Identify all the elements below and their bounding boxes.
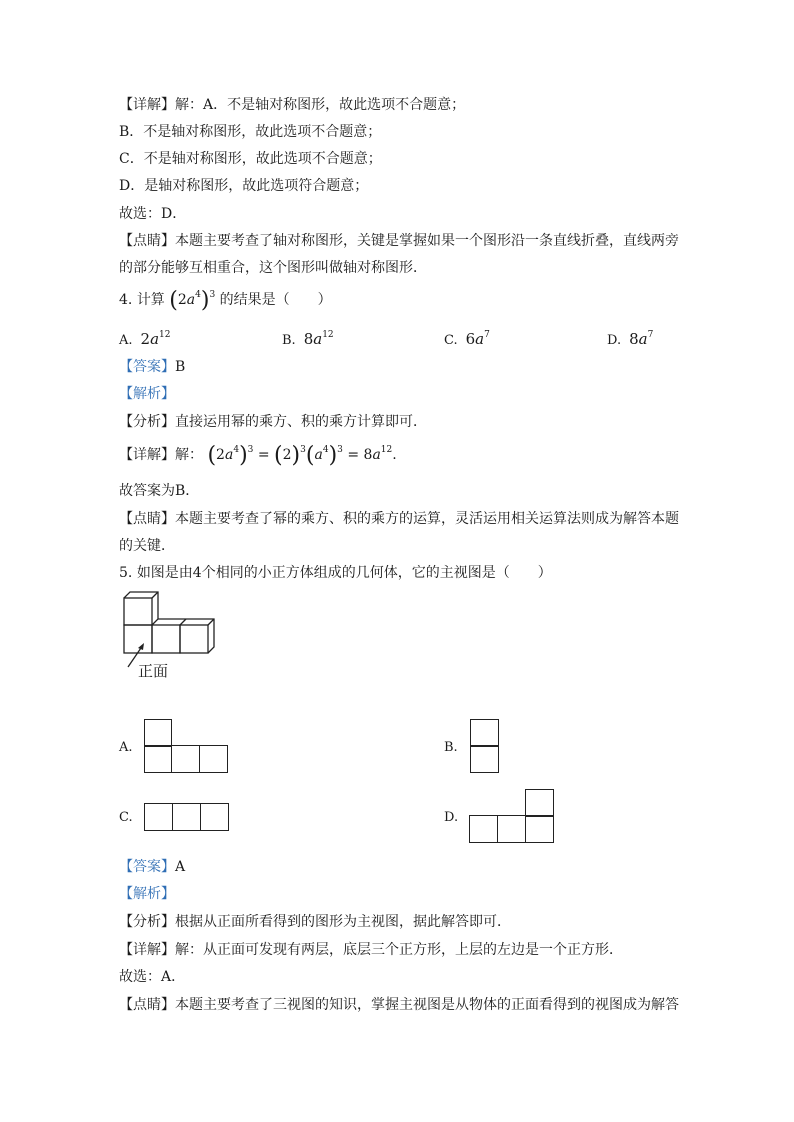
- q4-comment1: 本题主要考查了幂的乘方、积的乘方的运算，灵活运用相关运算法则成为解答本题: [175, 511, 679, 527]
- q5-choose: 故选：A．: [119, 969, 186, 985]
- q5-option-c-letter: C.: [119, 810, 133, 825]
- detail-prefix: 解：: [175, 447, 203, 463]
- option-letter: A.: [119, 333, 133, 348]
- analyze-text: 根据从正面所看得到的图形为主视图，据此解答即可．: [175, 914, 511, 930]
- option-exp: 12: [322, 330, 334, 340]
- square: [171, 745, 200, 773]
- q4-stem-suffix: 的结果是（ ）: [219, 292, 332, 308]
- option-letter: D.: [607, 333, 622, 348]
- option-value: [304, 330, 334, 348]
- option-coef: 6: [465, 330, 476, 348]
- q5-option-d-letter: D.: [444, 810, 459, 825]
- q4-analyze: [119, 413, 427, 431]
- q3-detail-a: 解：A．不是轴对称图形，故此选项不合题意；: [175, 97, 466, 113]
- q5-number: 5.: [119, 565, 133, 581]
- comment-tag: 【点睛】: [119, 511, 175, 527]
- q5-answer: [119, 858, 185, 876]
- q4-comment-line1: [119, 510, 679, 528]
- q3-detail-b: B．不是轴对称图形，故此选项不合题意；: [119, 124, 382, 140]
- option-coef: 2: [140, 330, 151, 348]
- analyze-text: 直接运用幂的乘方、积的乘方计算即可．: [175, 414, 427, 430]
- answer-tag: 【答案】: [119, 859, 175, 875]
- q4-choose: 故答案为B．: [119, 483, 200, 499]
- q4-stem-prefix: 计算: [136, 292, 165, 308]
- cube-edge: [180, 619, 186, 625]
- q5-stem-text: 如图是由4个相同的小正方体组成的几何体，它的主视图是（ ）: [136, 565, 552, 581]
- cube-edge: [152, 592, 158, 598]
- option-letter: C.: [444, 333, 458, 348]
- square: [144, 719, 172, 747]
- q4-detail: [119, 443, 397, 468]
- square: [525, 815, 554, 843]
- analyze-tag: 【分析】: [119, 914, 175, 930]
- answer-value: B: [175, 359, 186, 375]
- square: [199, 745, 228, 773]
- option-coef: 8: [629, 330, 639, 348]
- q5-stem: [119, 564, 552, 582]
- q5-option-b-figure: [470, 719, 500, 773]
- answer-value: A: [175, 859, 186, 875]
- comment-tag: 【点睛】: [119, 233, 175, 249]
- q4-option-b: [282, 330, 334, 350]
- detail-tag: 【详解】: [119, 942, 175, 958]
- q3-choose: 故选：D．: [119, 206, 187, 222]
- q4-option-c: [444, 330, 490, 350]
- option-value: [629, 330, 653, 348]
- q4-option-d: [607, 330, 653, 350]
- cube-front-face: [124, 598, 152, 625]
- q4-comment-line2: 的关键．: [119, 538, 175, 554]
- option-letter: B.: [282, 333, 296, 348]
- option-var: a: [475, 330, 485, 348]
- detail-tag: 【详解】: [119, 97, 175, 113]
- q4-option-a: [119, 330, 170, 350]
- q5-option-d-figure: [469, 789, 555, 843]
- q5-option-c-figure: [144, 803, 230, 831]
- square: [172, 803, 201, 831]
- option-coef: 8: [303, 330, 314, 348]
- option-value: [466, 330, 490, 348]
- option-exp: 7: [484, 330, 490, 340]
- q4-analysis-tag: 【解析】: [119, 386, 175, 402]
- comment-tag: 【点睛】: [119, 997, 175, 1013]
- detail-text: 解：从正面可发现有两层，底层三个正方形，上层的左边是一个正方形．: [175, 942, 623, 958]
- q3-comment-line1: [119, 232, 679, 250]
- cube-front-face: [152, 625, 180, 653]
- square: [470, 745, 499, 773]
- cube-edge: [208, 619, 214, 625]
- square: [469, 815, 498, 843]
- square: [497, 815, 526, 843]
- answer-tag: 【答案】: [119, 359, 175, 375]
- q3-detail-d: D．是轴对称图形，故此选项符合题意；: [119, 178, 369, 194]
- q4-number: 4.: [119, 292, 133, 308]
- square: [200, 803, 229, 831]
- square: [144, 803, 173, 831]
- front-label: 正面: [138, 662, 169, 680]
- front-arrow-head: [138, 643, 144, 650]
- option-value: [141, 330, 171, 348]
- q5-analysis-tag: 【解析】: [119, 886, 175, 902]
- q4-answer: [119, 358, 185, 376]
- q5-option-a-letter: A.: [119, 740, 133, 755]
- option-exp: 7: [647, 330, 654, 340]
- q5-analyze: [119, 913, 511, 931]
- detail-tag: 【详解】: [119, 447, 175, 463]
- option-exp: 12: [159, 330, 171, 340]
- q5-option-a-figure: [144, 719, 229, 773]
- square: [144, 745, 172, 773]
- q4-solution-expression: $(2a^4)^3 = (2)^3(a^4)^3 = 8a^{12}$.: [207, 443, 397, 468]
- q4-stem: [119, 288, 332, 313]
- q5-comment-line1: [119, 996, 679, 1014]
- q3-comment-line2: 的部分能够互相重合，这个图形叫做轴对称图形．: [119, 260, 427, 276]
- q5-detail: [119, 941, 623, 959]
- square: [470, 719, 499, 747]
- option-var: a: [313, 330, 323, 348]
- cube-top-side: [158, 619, 214, 653]
- q3-comment1: 本题主要考查了轴对称图形，关键是掌握如果一个图形沿一条直线折叠，直线两旁: [175, 233, 679, 249]
- analyze-tag: 【分析】: [119, 414, 175, 430]
- q3-detail-line: [119, 96, 465, 114]
- q3-detail-c: C．不是轴对称图形，故此选项不合题意；: [119, 151, 382, 167]
- option-var: a: [638, 330, 648, 348]
- square: [525, 789, 554, 817]
- q4-expression: $(2a^4)^3$: [169, 288, 216, 313]
- cube-front-face: [124, 625, 152, 653]
- q5-option-b-letter: B.: [444, 740, 458, 755]
- option-var: a: [150, 330, 160, 348]
- cube-front-face: [180, 625, 208, 653]
- q5-comment1: 本题主要考查了三视图的知识，掌握主视图是从物体的正面看得到的视图成为解答: [175, 997, 679, 1013]
